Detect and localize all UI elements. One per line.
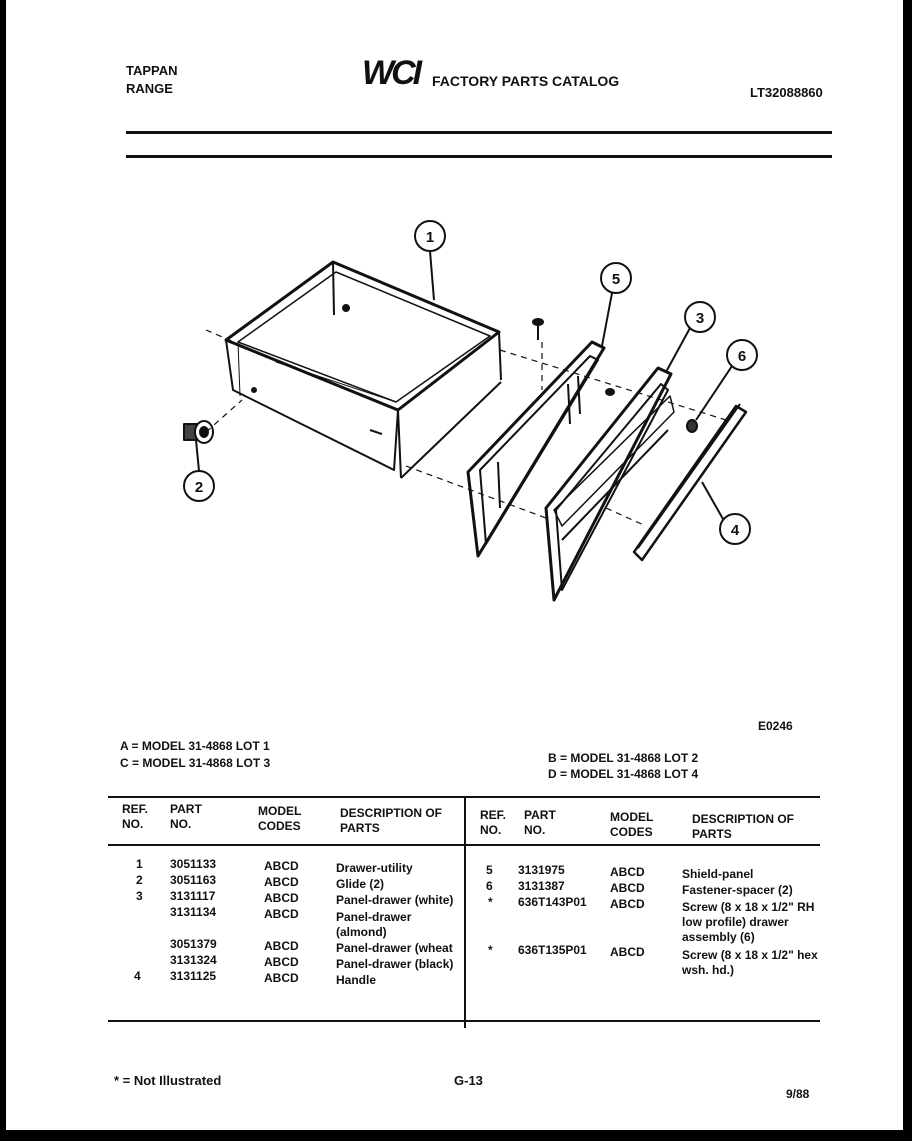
callout-4: 4: [730, 522, 740, 539]
brand-line-2: RANGE: [126, 81, 173, 96]
model-d: D = MODEL 31-4868 LOT 4: [548, 767, 699, 781]
row-codes: ABCD: [264, 939, 299, 953]
row-desc: Panel-drawer (white): [336, 893, 454, 907]
table-divider: [464, 798, 466, 1028]
row-desc: Fastener-spacer (2): [682, 883, 793, 897]
header-part-left: PART NO.: [170, 802, 202, 831]
row-part: 3051133: [170, 857, 217, 871]
header-codes-right: MODEL CODES: [610, 810, 654, 839]
row-codes: ABCD: [264, 955, 299, 969]
row-codes: ABCD: [264, 875, 299, 889]
header-codes-left: MODEL CODES: [258, 804, 302, 833]
model-c: C = MODEL 31-4868 LOT 3: [120, 756, 271, 770]
row-desc: Panel-drawer (almond): [336, 910, 412, 939]
row-desc: Screw (8 x 18 x 1/2" RH low profile) drawer assembly (6): [682, 900, 815, 944]
row-codes: ABCD: [264, 859, 299, 873]
callout-3: 3: [695, 310, 705, 327]
footer-note: * = Not Illustrated: [114, 1073, 222, 1088]
row-codes: ABCD: [264, 891, 299, 905]
model-a: A = MODEL 31-4868 LOT 1: [120, 739, 270, 753]
row-ref: 1: [136, 857, 143, 871]
diagram-code: E0246: [758, 719, 793, 733]
row-ref: 4: [134, 969, 141, 983]
callout-6: 6: [737, 348, 747, 365]
row-desc: Glide (2): [336, 877, 385, 891]
row-desc: Shield-panel: [682, 867, 754, 881]
callout-5: 5: [611, 271, 621, 288]
page-number: G-13: [454, 1073, 483, 1088]
catalog-page: [6, 0, 903, 1130]
catalog-number: LT32088860: [750, 85, 823, 100]
header-desc-right: DESCRIPTION OF PARTS: [692, 812, 795, 841]
row-ref: *: [488, 943, 493, 957]
row-part: 3131975: [518, 863, 565, 877]
model-b: B = MODEL 31-4868 LOT 2: [548, 751, 699, 765]
row-part: 636T143P01: [518, 895, 587, 909]
row-codes: ABCD: [610, 881, 645, 895]
wci-logo: WCI: [362, 54, 420, 92]
row-ref: 3: [136, 889, 143, 903]
header-ref-left: REF. NO.: [122, 802, 149, 831]
row-part: 3051163: [170, 873, 217, 887]
row-part: 3131324: [170, 953, 217, 967]
row-part: 3131117: [170, 889, 216, 903]
panel-drawer-part: [546, 368, 674, 600]
header-part-right: PART NO.: [524, 808, 556, 837]
row-part: 3131387: [518, 879, 565, 893]
exploded-diagram: [6, 0, 903, 720]
row-desc: Handle: [336, 973, 377, 987]
brand-line-1: TAPPAN: [126, 63, 178, 78]
catalog-title: FACTORY PARTS CATALOG: [432, 73, 620, 89]
row-ref: 2: [136, 873, 143, 887]
callout-1: 1: [425, 229, 435, 246]
row-ref: 6: [486, 879, 493, 893]
row-part: 3131125: [170, 969, 217, 983]
screw-part: [533, 319, 543, 340]
header-desc-left: DESCRIPTION OF PARTS: [340, 806, 443, 835]
table-rule-bottom: [108, 1020, 820, 1022]
row-part: 3051379: [170, 937, 217, 951]
row-codes: ABCD: [264, 907, 299, 921]
row-desc: Panel-drawer (black): [336, 957, 454, 971]
shield-panel-part: [468, 342, 604, 556]
row-codes: ABCD: [610, 897, 645, 911]
row-codes: ABCD: [610, 865, 645, 879]
row-codes: ABCD: [264, 971, 299, 985]
row-ref: *: [488, 895, 493, 909]
row-desc: Drawer-utility: [336, 861, 413, 875]
drawer-utility-part: [226, 262, 501, 478]
callout-2: 2: [194, 479, 204, 496]
row-part: 3131134: [170, 905, 217, 919]
glide-part: [184, 421, 213, 443]
row-desc: Screw (8 x 18 x 1/2" hex wsh. hd.): [682, 948, 818, 977]
header-ref-right: REF. NO.: [480, 808, 507, 837]
row-desc: Panel-drawer (wheat: [336, 941, 453, 955]
row-part: 636T135P01: [518, 943, 587, 957]
footer-date: 9/88: [786, 1087, 810, 1101]
row-codes: ABCD: [610, 945, 645, 959]
row-ref: 5: [486, 863, 493, 877]
